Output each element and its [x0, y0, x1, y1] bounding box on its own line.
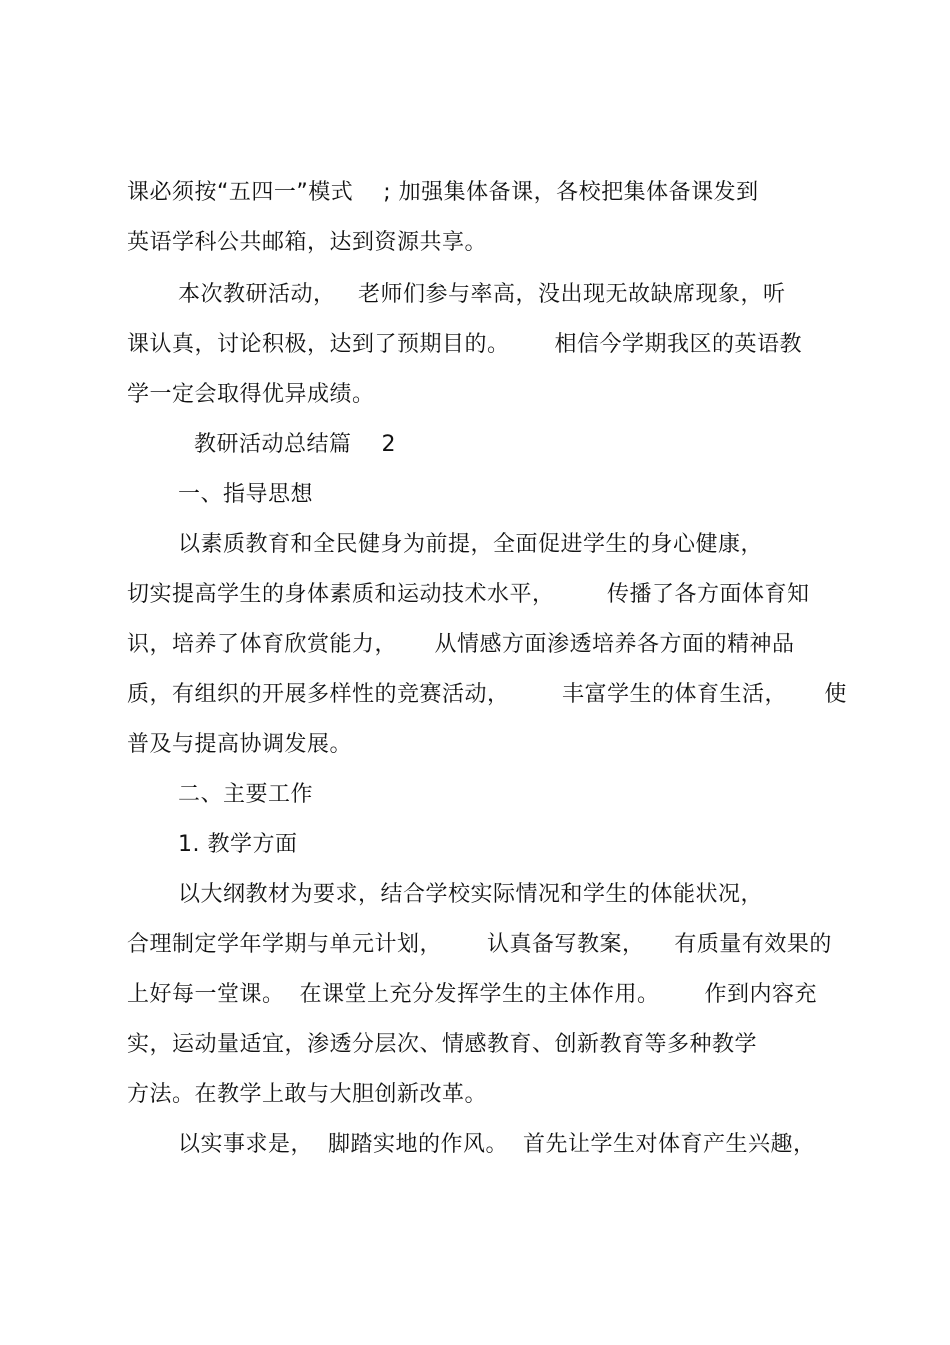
- text-line: 上好每一堂课。 在课堂上充分发挥学生的主体作用。 作到内容充: [127, 982, 817, 1007]
- subsection-heading: 1. 教学方面: [178, 832, 298, 857]
- text-line: 识，培养了体育欣赏能力， 从情感方面渗透培养各方面的精神品: [127, 632, 795, 657]
- text-line: 英语学科公共邮箱，达到资源共享。: [127, 230, 488, 255]
- text-line: 以素质教育和全民健身为前提，全面促进学生的身心健康，: [178, 532, 764, 557]
- text-line: 以大纲教材为要求，结合学校实际情况和学生的体能状况，: [178, 882, 764, 907]
- text-line: 合理制定学年学期与单元计划， 认真备写教案， 有质量有效果的: [127, 932, 832, 957]
- text-line: 学一定会取得优异成绩。: [127, 382, 375, 407]
- text-line: 切实提高学生的身体素质和运动技术水平， 传播了各方面体育知: [127, 582, 810, 607]
- text-line: 实，运动量适宜，渗透分层次、情感教育、创新教育等多种教学: [127, 1032, 758, 1057]
- text-line: 质，有组织的开展多样性的竞赛活动， 丰富学生的体育生活， 使: [127, 682, 847, 707]
- section-heading: 二、主要工作: [178, 782, 314, 807]
- text-line: 课必须按“五四一”模式 ; 加强集体备课，各校把集体备课发到: [127, 180, 759, 205]
- text-line: 以实事求是， 脚踏实地的作风。 首先让学生对体育产生兴趣，: [178, 1132, 816, 1157]
- text-line: 方法。在教学上敢与大胆创新改革。: [127, 1082, 488, 1107]
- text-line: 本次教研活动， 老师们参与率高，没出现无故缺席现象，听: [178, 282, 786, 307]
- text-line: 课认真，讨论积极，达到了预期目的。 相信今学期我区的英语教: [127, 332, 802, 357]
- section-heading: 教研活动总结篇 2: [194, 432, 396, 457]
- text-line: 普及与提高协调发展。: [127, 732, 353, 757]
- section-heading: 一、指导思想: [178, 482, 314, 507]
